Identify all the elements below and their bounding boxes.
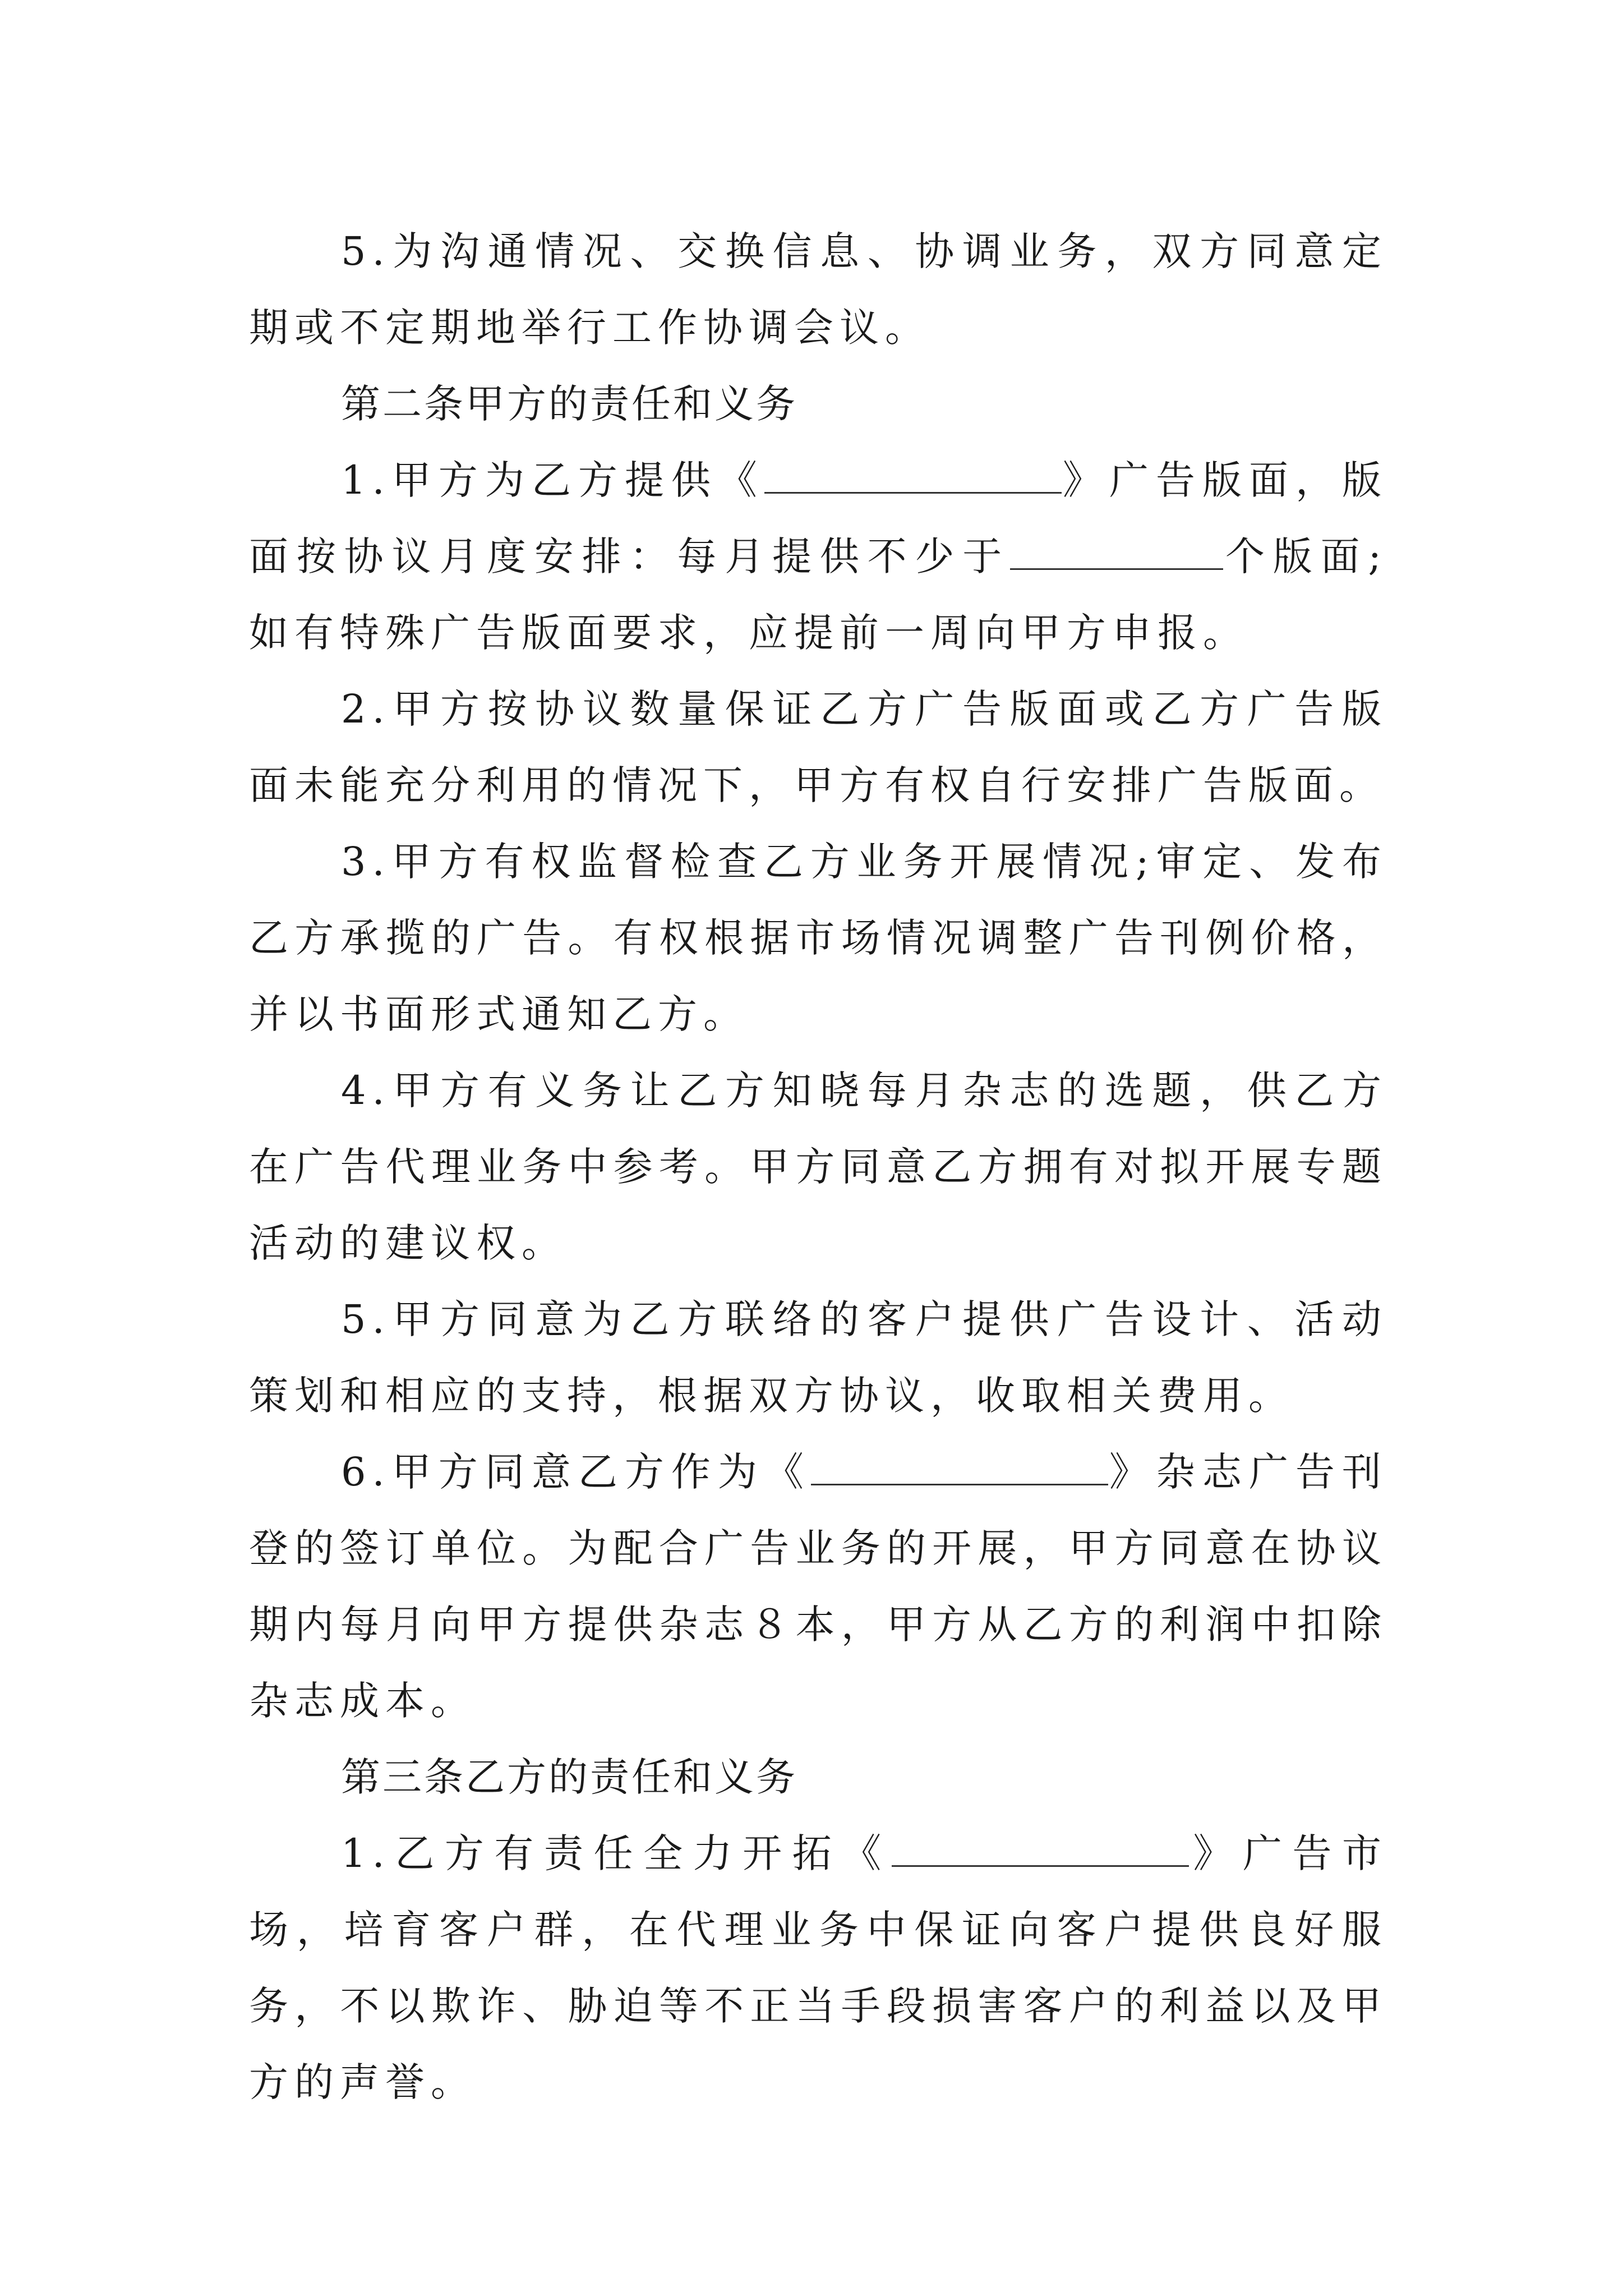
paragraph-party-a-item-6: [249, 1434, 1387, 1739]
fill-in-blank-magazine-name[interactable]: [811, 1451, 1108, 1485]
fill-in-blank-magazine-name[interactable]: [764, 459, 1062, 494]
paragraph-party-b-item-1: [249, 1815, 1387, 2120]
fill-in-blank-page-count[interactable]: [1010, 536, 1223, 570]
paragraph-party-a-item-4: 4.甲方有义务让乙方知晓每月杂志的选题，供乙方在广告代理业务中参考。甲方同意乙方拥有对拟开展专题活动的建议权。: [249, 1068, 1387, 1266]
paragraph-party-a-item-1: [249, 442, 1387, 671]
fill-in-blank-magazine-name[interactable]: [892, 1833, 1189, 1867]
paragraph-party-a-item-3: 3.甲方有权监督检查乙方业务开展情况;审定、发布乙方承揽的广告。有权根据市场情况调整广告刊例价格，并以书面形式通知乙方。: [249, 839, 1387, 1037]
paragraph-party-a-item-2: 2.甲方按协议数量保证乙方广告版面或乙方广告版面未能充分利用的情况下，甲方有权自行安排广告版面。: [249, 686, 1387, 808]
text-segment: 6.甲方同意乙方作为《: [341, 1449, 811, 1495]
text-segment: 个版面;如有特殊广告版面要求，应提前一周向甲方申报。: [249, 533, 1387, 656]
text-segment: 1.乙方有责任全力开拓《: [341, 1830, 892, 1876]
section-heading-party-b: 第三条乙方的责任和义务: [341, 1754, 797, 1800]
section-heading-party-a: 第二条甲方的责任和义务: [341, 381, 797, 427]
text-segment: 1.甲方为乙方提供《: [341, 457, 764, 503]
document-body: [249, 213, 1387, 2120]
paragraph-party-a-item-5: 5.甲方同意为乙方联络的客户提供广告设计、活动策划和相应的支持，根据双方协议，收取相关费用。: [249, 1296, 1387, 1419]
text-segment: 》杂志广告刊登的签订单位。为配合广告业务的开展，甲方同意在协议期内每月向甲方提供杂志８本，甲方从乙方的利润中扣除杂志成本。: [249, 1449, 1387, 1724]
paragraph-coordination-meeting: 5.为沟通情况、交换信息、协调业务，双方同意定期或不定期地举行工作协调会议。: [249, 228, 1387, 351]
text-segment: 》广告版面，版面按协议月度安排：每月提供不少于: [249, 457, 1387, 579]
text-segment: 》广告市场，培育客户群，在代理业务中保证向客户提供良好服务，不以欺诈、胁迫等不正当手段损害客户的利益以及甲方的声誉。: [249, 1830, 1387, 2105]
